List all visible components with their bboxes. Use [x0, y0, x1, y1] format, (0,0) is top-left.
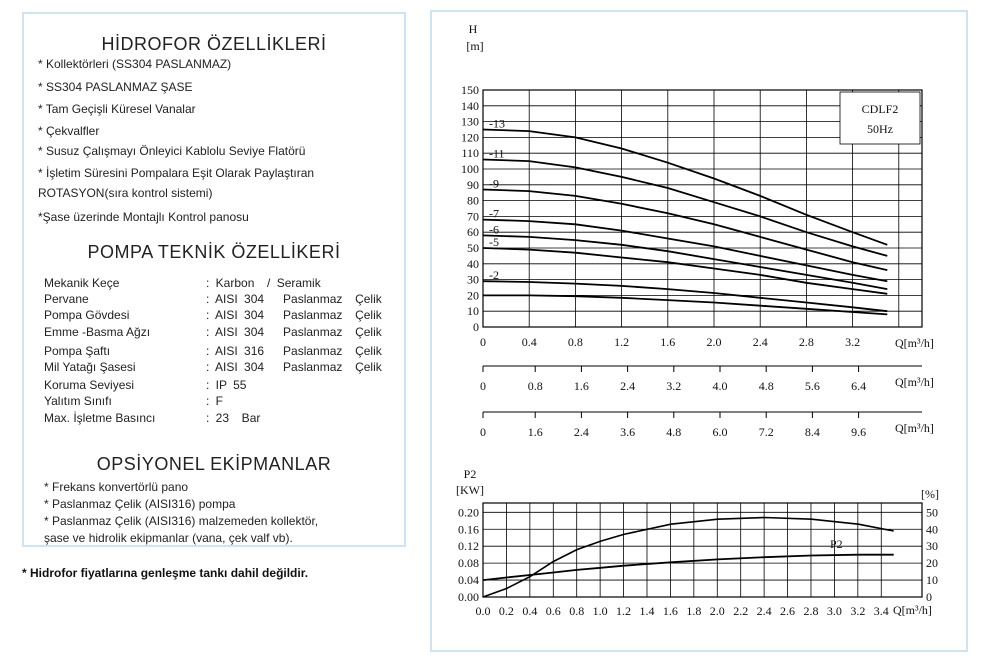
spec-value: : IP 55	[206, 378, 247, 393]
chart2-yunit: [KW]	[456, 483, 484, 497]
chart1-alt-tick-label: 0	[480, 379, 486, 393]
chart1-ytick-label: 110	[461, 146, 479, 161]
chart2-xtick-label: 3.4	[873, 604, 889, 618]
chart2-ytick-label: 0.12	[458, 539, 479, 554]
chart2-xtick-label: 1.6	[662, 604, 678, 618]
chart1-ytick-label: 70	[467, 209, 479, 224]
spec-label: Pompa Gövdesi	[44, 308, 130, 323]
chart1-ylabel: H	[468, 22, 478, 36]
chart2-xtick-label: 0.6	[545, 604, 561, 618]
chart1-series-label: -11	[489, 146, 505, 161]
chart2-ytick-label: 0.20	[458, 505, 479, 520]
chart1-ytick-label: 130	[461, 114, 479, 129]
chart2-xtick-label: 2.2	[733, 604, 749, 618]
chart1-alt-tick-label: 6.0	[712, 425, 728, 439]
spec-value: : AISI 304 Paslanmaz Çelik	[206, 360, 382, 374]
chart1-xtick-label: 1.2	[614, 335, 630, 349]
chart1-alt-tick-label: 3.2	[666, 379, 682, 393]
chart1-xlabel: Q[m³/h]	[895, 336, 934, 350]
chart2-ytick-label: 0.08	[458, 556, 479, 571]
chart1-ytick-label: 20	[467, 288, 479, 303]
chart1-alt-tick-label: 4.0	[712, 379, 728, 393]
chart1-ytick-label: 120	[461, 130, 479, 145]
chart1-xtick-label: 3.2	[845, 335, 861, 349]
chart2-y2tick-label: 50	[926, 505, 938, 520]
spec-label: Mekanik Keçe	[44, 276, 120, 290]
chart1-xtick-label: 0	[480, 335, 486, 349]
chart2-xtick-label: 1.4	[639, 604, 655, 618]
chart1-series-label: -5	[489, 235, 499, 249]
chart2-xtick-label: 1.2	[616, 604, 632, 618]
chart1-title: CDLF2	[861, 102, 899, 116]
chart1-ytick-label: 40	[467, 256, 479, 271]
feature-item: * Çekvalfler	[38, 124, 100, 138]
chart1-xtick-label: 2.4	[752, 335, 768, 349]
spec-value: : AISI 304 Paslanmaz Çelik	[206, 308, 382, 323]
chart2-y2tick-label: 20	[926, 556, 938, 571]
chart1-subtitle: 50Hz	[867, 122, 893, 136]
spec-label: Yalıtım Sınıfı	[44, 394, 112, 409]
chart1-xtick-label: 0.8	[567, 335, 583, 349]
chart2-series-label: P2	[830, 537, 843, 551]
chart1-title-box	[840, 92, 920, 144]
feature-item: * İşletim Süresini Pompalara Eşit Olarak Paylaştıran	[38, 166, 315, 180]
chart2-xtick-label: 1.0	[592, 604, 608, 618]
chart1-xtick-label: 2.8	[798, 335, 814, 349]
chart1-alt-axis-label: Q[m³/h]	[895, 375, 934, 389]
chart1-ytick-label: 100	[461, 162, 479, 176]
chart1-alt-tick-label: 1.6	[527, 425, 543, 439]
footnote: * Hidrofor fiyatlarına genleşme tankı dahil değildir.	[22, 566, 309, 580]
spec-label: Pervane	[44, 292, 89, 307]
chart2-xtick-label: 2.8	[803, 604, 819, 618]
hydrophore-features-heading: HİDROFOR ÖZELLİKLERİ	[101, 34, 327, 54]
chart1-series-label: -13	[489, 116, 505, 131]
chart1-series-label: -2	[489, 268, 499, 283]
chart1-alt-tick-label: 4.8	[666, 425, 682, 439]
chart2-xtick-label: 2.6	[780, 604, 796, 618]
chart2-y2tick-label: 30	[926, 539, 938, 554]
option-item: * Paslanmaz Çelik (AISI316) pompa	[44, 497, 236, 511]
chart2-xtick-label: 0.2	[498, 604, 514, 618]
feature-item: * Susuz Çalışmayı Önleyici Kablolu Seviye Flatörü	[38, 144, 306, 158]
chart1-alt-tick-label: 0.8	[527, 379, 543, 393]
chart1-series-label: -6	[489, 222, 499, 237]
chart1-series-line	[483, 235, 887, 289]
chart2-xtick-label: 1.8	[686, 604, 702, 618]
pump-specs-heading: POMPA TEKNİK ÖZELLİKERİ	[87, 242, 341, 262]
chart1-ytick-label: 90	[467, 177, 479, 192]
spec-label: Mil Yatağı Şasesi	[44, 360, 136, 374]
option-item: şase ve hidrolik ekipmanlar (vana, çek valf vb).	[44, 531, 293, 545]
chart1-alt-tick-label: 3.6	[620, 425, 636, 439]
chart2-xtick-label: 0.0	[475, 604, 491, 618]
chart1-ytick-label: 150	[461, 83, 479, 97]
chart2-ytick-label: 0.16	[458, 522, 479, 537]
chart2-xtick-label: 0.8	[569, 604, 585, 618]
chart1-alt-tick-label: 8.4	[804, 425, 820, 439]
feature-item: * SS304 PASLANMAZ ŞASE	[38, 80, 193, 94]
chart2-y2tick-label: 40	[926, 522, 938, 537]
chart2-xtick-label: 0.4	[522, 604, 538, 618]
feature-item: ROTASYON(sıra kontrol sistemi)	[38, 186, 213, 200]
chart1-alt-tick-label: 2.4	[573, 425, 589, 439]
option-item: * Frekans konvertörlü pano	[44, 480, 189, 494]
chart2-ytick-label: 0.04	[458, 573, 479, 588]
chart2-xtick-label: 2.0	[709, 604, 725, 618]
chart2-ytick-label: 0.00	[458, 590, 479, 604]
spec-value: : AISI 304 Paslanmaz Çelik	[206, 324, 382, 339]
chart1-series-line	[483, 190, 887, 271]
option-item: * Paslanmaz Çelik (AISI316) malzemeden kollektör,	[44, 514, 319, 528]
spec-value: : F	[206, 394, 223, 409]
chart1-alt-tick-label: 0	[480, 425, 486, 439]
chart1-alt-tick-label: 6.4	[851, 379, 867, 393]
chart1-ytick-label: 60	[467, 225, 479, 240]
chart1-alt-tick-label: 7.2	[758, 425, 774, 439]
chart2-xlabel: Q[m³/h]	[893, 603, 932, 617]
chart2-y2unit: [%]	[921, 487, 939, 501]
spec-value: : Karbon / Seramik	[206, 276, 321, 290]
chart1-alt-tick-label: 2.4	[620, 379, 636, 393]
spec-label: Max. İşletme Basıncı	[44, 410, 156, 425]
feature-item: * Kollektörleri (SS304 PASLANMAZ)	[38, 57, 232, 71]
chart2-ylabel: P2	[463, 467, 477, 481]
chart1-ytick-label: 0	[473, 320, 479, 334]
chart2-y2tick-label: 10	[926, 573, 938, 588]
chart1-yunit: [m]	[466, 39, 484, 53]
chart1-xtick-label: 1.6	[660, 335, 676, 349]
chart1-ytick-label: 50	[467, 241, 479, 255]
feature-item: * Tam Geçişli Küresel Vanalar	[38, 102, 196, 116]
chart2-xtick-label: 2.4	[756, 604, 772, 618]
chart1-ytick-label: 80	[467, 193, 479, 208]
chart1-alt-tick-label: 4.8	[758, 379, 774, 393]
chart1-xtick-label: 0.4	[521, 335, 537, 349]
chart1-alt-axis-label: Q[m³/h]	[895, 421, 934, 435]
spec-value: : 23 Bar	[206, 410, 261, 425]
chart1-series-label: -7	[489, 206, 499, 221]
chart1-xtick-label: 2.0	[706, 335, 722, 349]
spec-label: Koruma Seviyesi	[44, 378, 135, 393]
chart2-xtick-label: 3.2	[850, 604, 866, 618]
chart1-alt-tick-label: 9.6	[851, 425, 867, 439]
feature-item: *Şase üzerinde Montajlı Kontrol panosu	[38, 210, 249, 224]
spec-value: : AISI 304 Paslanmaz Çelik	[206, 292, 382, 307]
chart1-ytick-label: 10	[467, 304, 479, 319]
chart2-frame	[483, 503, 922, 597]
chart1-alt-tick-label: 5.6	[804, 379, 820, 393]
chart2-xtick-label: 3.0	[826, 604, 842, 618]
chart1-ytick-label: 140	[461, 98, 479, 113]
chart1-series-line	[483, 130, 887, 245]
optional-equipment-heading: OPSİYONEL EKİPMANLAR	[96, 454, 332, 474]
chart1-ytick-label: 30	[467, 272, 479, 287]
spec-value: : AISI 316 Paslanmaz Çelik	[206, 343, 382, 358]
chart1-alt-tick-label: 1.6	[573, 379, 589, 393]
chart2-y2tick-label: 0	[926, 590, 932, 604]
spec-label: Emme -Basma Ağzı	[44, 324, 151, 339]
spec-label: Pompa Şaftı	[44, 343, 111, 358]
chart1-series-label: -9	[489, 176, 499, 191]
